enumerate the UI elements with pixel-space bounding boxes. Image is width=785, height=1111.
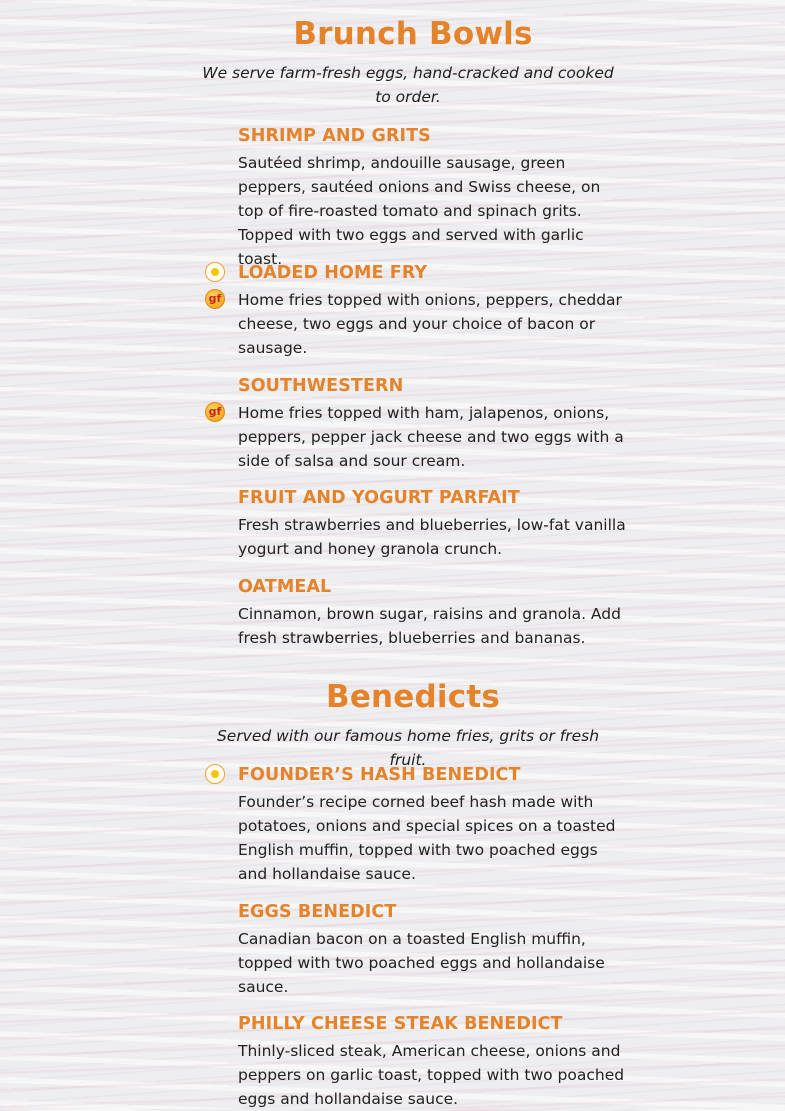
item-name: LOADED HOME FRY [238,263,428,283]
brunch-bowls-title: Brunch Bowls [293,16,533,52]
menu-item-southwestern [238,375,630,473]
item-name: OATMEAL [238,577,332,597]
item-name: EGGS BENEDICT [238,902,397,922]
item-description: Fresh strawberries and blueberries, low-fat vanilla yogurt and honey granola crunch. [238,516,626,558]
item-description: Home fries topped with ham, jalapenos, onions, peppers, pepper jack cheese and two eggs with a side of salsa and sour cream. [238,404,624,470]
benedicts-subtitle: Served with our famous home fries, grits or fresh fruit. [216,727,600,769]
item-description: Home fries topped with onions, peppers, cheddar cheese, two eggs and your choice of bacon or sausage. [238,291,622,357]
item-name: FOUNDER’S HASH BENEDICT [238,765,521,785]
item-name: PHILLY CHEESE STEAK BENEDICT [238,1014,563,1034]
item-description: Cinnamon, brown sugar, raisins and granola. Add fresh strawberries, blueberries and bananas. [238,605,621,647]
item-name: FRUIT AND YOGURT PARFAIT [238,488,520,508]
egg-yolk-icon [211,770,219,778]
egg-yolk-icon [211,268,219,276]
menu-item-eggs-benedict [238,901,630,999]
menu-item-shrimp-and-grits [238,125,630,271]
item-name: SHRIMP AND GRITS [238,126,431,146]
item-description: Thinly-sliced steak, American cheese, onions and peppers on garlic toast, topped with two poached eggs and hollandaise sauce. [238,1042,625,1108]
item-description: Sautéed shrimp, andouille sausage, green peppers, sautéed onions and Swiss cheese, on top of fire-roasted tomato and spinach grits. Topped with two eggs and served with garlic toast. [238,154,601,268]
menu-item-loaded-home-fry [238,262,630,360]
menu-item-oatmeal [238,576,630,650]
gluten-free-icon: gf [205,289,225,309]
benedicts-title: Benedicts [325,679,500,715]
item-description: Founder’s recipe corned beef hash made with potatoes, onions and special spices on a toasted English muffin, topped with two poached eggs and hollandaise sauce. [238,793,616,883]
item-description: Canadian bacon on a toasted English muffin, topped with two poached eggs and hollandaise sauce. [238,930,605,996]
menu-item-philly-cheese-steak-benedict [238,1013,630,1111]
brunch-bowls-subtitle: We serve farm-fresh eggs, hand-cracked and cooked to order. [202,64,614,106]
menu-item-fruit-and-yogurt-parfait [238,487,630,561]
egg-icon [205,764,225,784]
gluten-free-icon: gf [205,402,225,422]
menu-item-founders-hash-benedict [238,764,630,886]
item-name: SOUTHWESTERN [238,376,404,396]
egg-icon [205,262,225,282]
